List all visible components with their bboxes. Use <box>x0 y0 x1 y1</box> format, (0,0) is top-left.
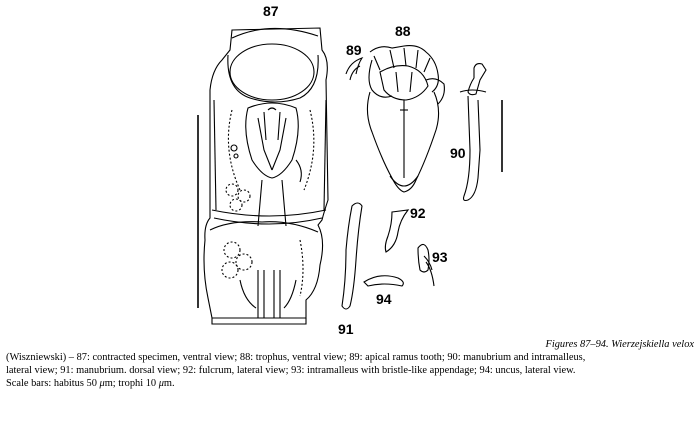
caption-heading: Figures 87–94. Wierzejskiella velox <box>545 339 694 350</box>
figure-87-habitus <box>204 28 328 324</box>
caption-line-1: (Wiszniewski) – 87: contracted specimen, ventral view; 88: trophus, ventral view; 89: apical ramus tooth; 90: manubrium and intramalleus, <box>6 352 586 363</box>
label-87: 87 <box>263 3 279 19</box>
figure-88-trophus <box>367 46 444 192</box>
label-91: 91 <box>338 321 354 337</box>
label-88: 88 <box>395 23 411 39</box>
caption-scale-text-b: m; trophi 10 <box>104 378 159 389</box>
figure-94-uncus <box>364 276 403 286</box>
label-93: 93 <box>432 249 448 265</box>
label-92: 92 <box>410 205 426 221</box>
figure-89-ramus-tooth <box>346 58 362 80</box>
label-89: 89 <box>346 42 362 58</box>
caption-line-2: lateral view; 91: manubrium. dorsal view; 92: fulcrum, lateral view; 93: intramalleus with bristle-like appendage; 94: uncus, lateral view. <box>6 365 576 376</box>
mu-symbol: μ <box>99 378 105 389</box>
caption-scale-text-c: m. <box>163 378 175 389</box>
label-94: 94 <box>376 291 392 307</box>
figure-90-manubrium <box>460 64 486 201</box>
figure-92-fulcrum <box>385 210 408 252</box>
caption-line-3 <box>6 377 694 390</box>
label-90: 90 <box>450 145 466 161</box>
figure-caption <box>6 338 694 390</box>
mu-symbol: μ <box>158 378 164 389</box>
caption-scale-text-a: Scale bars: habitus 50 <box>6 378 100 389</box>
figure-91-manubrium-dorsal <box>342 203 362 309</box>
